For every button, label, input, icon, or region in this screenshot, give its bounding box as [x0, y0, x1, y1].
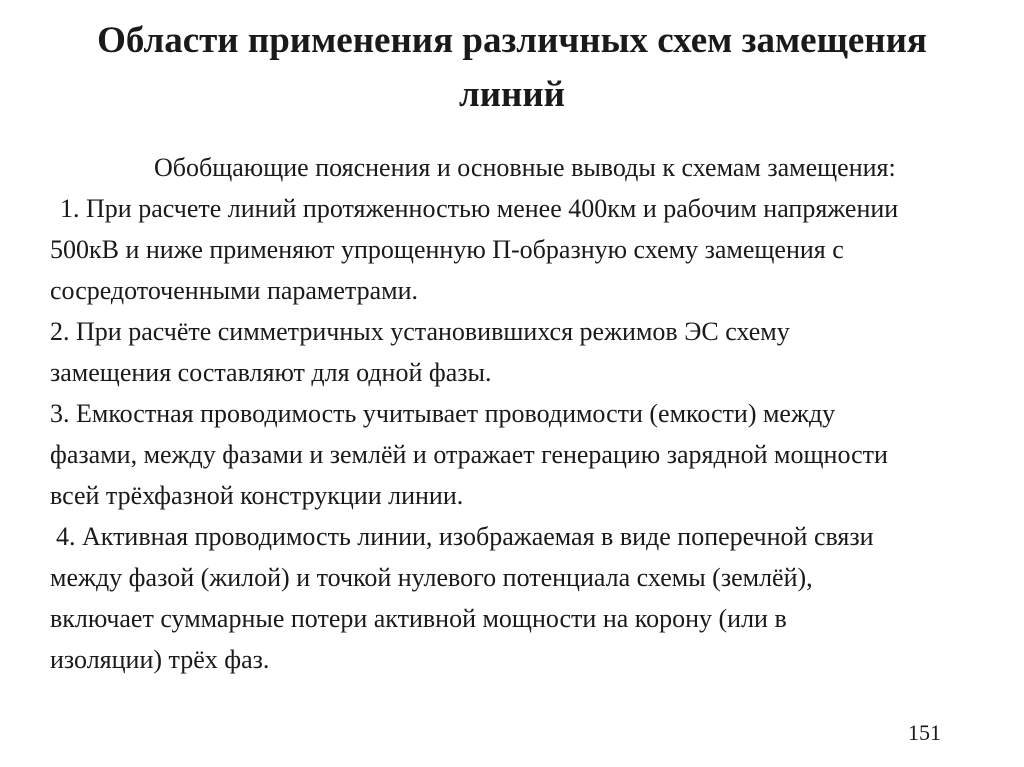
body-line: замещения составляют для одной фазы.	[50, 358, 492, 387]
body-line: фазами, между фазами и землёй и отражает генерацию зарядной мощности	[50, 440, 888, 469]
body-line: 1. При расчете линий протяженностью менее 400км и рабочим напряжении	[60, 194, 899, 223]
slide-title	[40, 14, 984, 122]
title-line-2: линий	[458, 74, 566, 115]
body-line: между фазой (жилой) и точкой нулевого потенциала схемы (землёй),	[50, 563, 813, 592]
body-line: 2. При расчёте симметричных установившихся режимов ЭС схему	[50, 317, 790, 346]
body-line: включает суммарные потери активной мощности на корону (или в	[50, 604, 787, 633]
body-line: всей трёхфазной конструкции линии.	[50, 481, 464, 510]
page-number: 151	[908, 720, 941, 745]
body-line: 3. Емкостная проводимость учитывает проводимости (емкости) между	[50, 399, 836, 428]
body-line: 4. Активная проводимость линии, изображаемая в виде поперечной связи	[56, 522, 874, 551]
body-line: 500кВ и ниже применяют упрощенную П-образную схему замещения с	[50, 235, 844, 264]
title-line-1: Области применения различных схем замещения	[97, 20, 927, 61]
body-line: сосредоточенными параметрами.	[50, 276, 419, 305]
intro-text: Обобщающие пояснения и основные выводы к схемам замещения:	[154, 153, 896, 182]
slide-body	[50, 147, 990, 680]
body-line: изоляции) трёх фаз.	[50, 645, 270, 674]
